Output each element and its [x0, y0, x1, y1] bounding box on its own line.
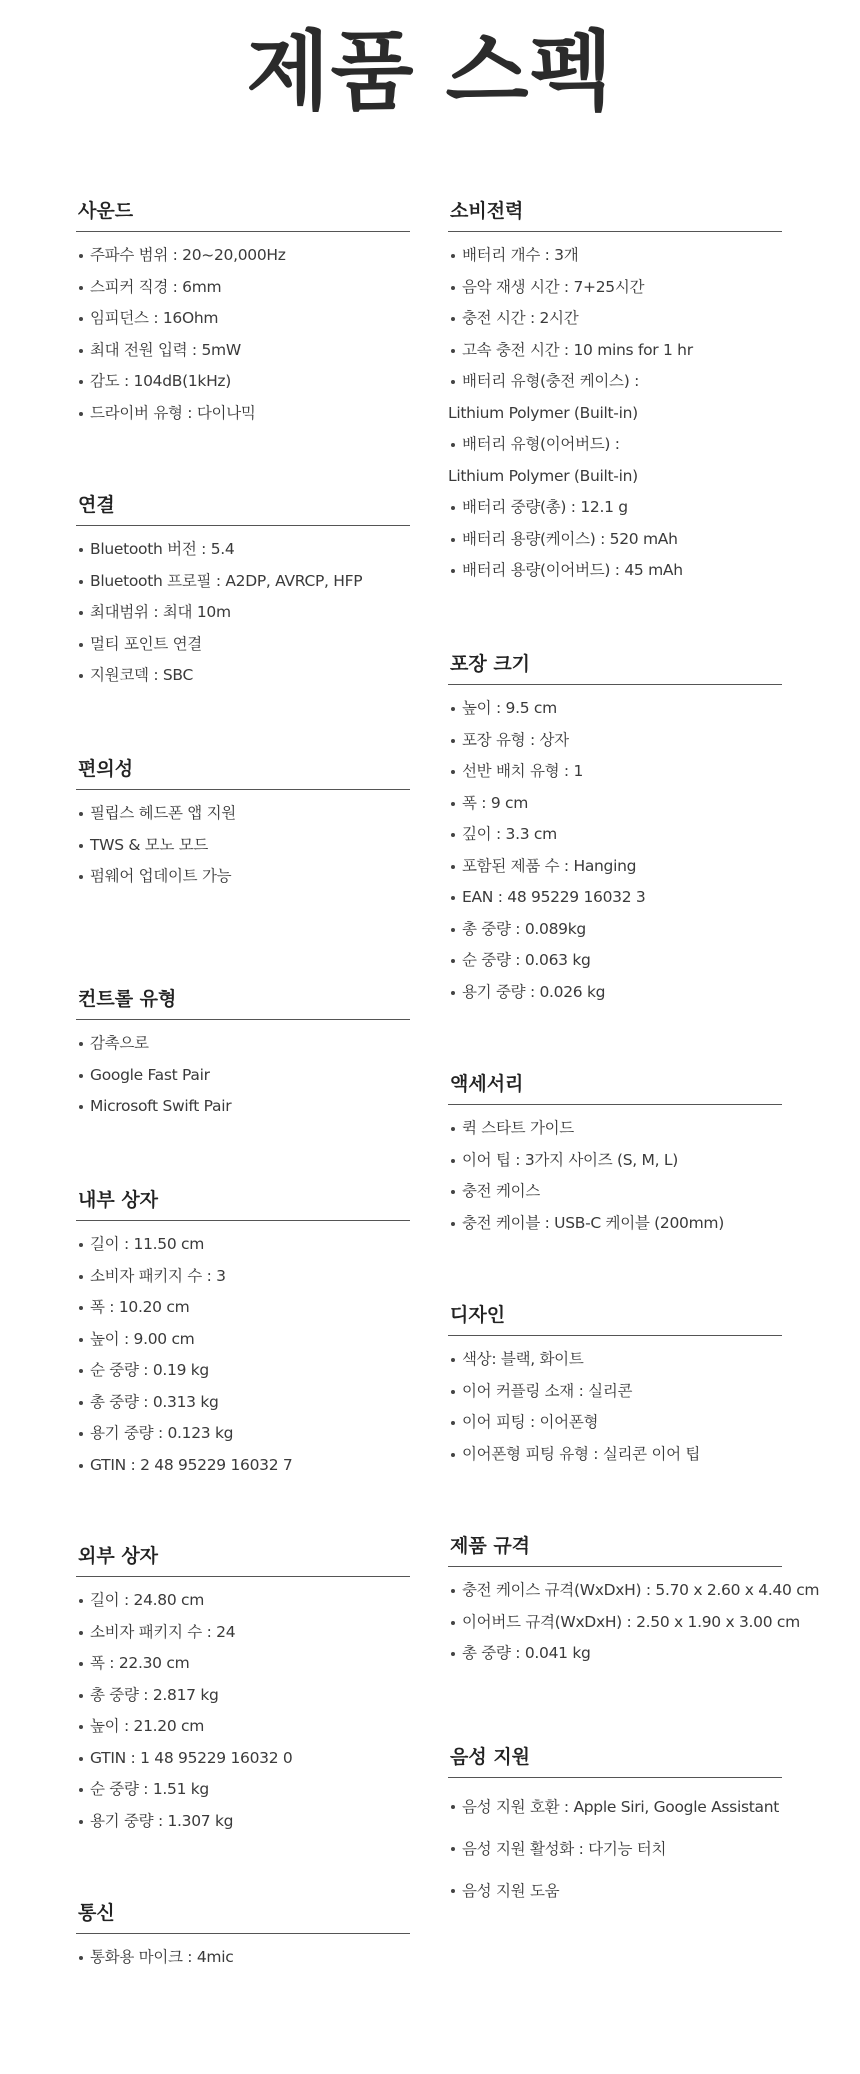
section-heading: 액세서리: [450, 1073, 524, 1095]
spec-list: [448, 1575, 820, 1670]
spec-item: 스피커 직경 : 6mm: [76, 272, 410, 304]
page-title: 제품 스펙: [246, 22, 614, 122]
spec-item: 순 중량 : 1.51 kg: [76, 1774, 410, 1806]
spec-item: 임피던스 : 16Ohm: [76, 303, 410, 335]
spec-item: 감도 : 104dB(1kHz): [76, 366, 410, 398]
section-convenience: [76, 755, 410, 893]
spec-item: Microsoft Swift Pair: [76, 1091, 410, 1123]
section-voice-assistant: [448, 1743, 782, 1912]
spec-list: [448, 1786, 782, 1912]
section-divider: [76, 1576, 410, 1577]
spec-item: 이어 커플링 소재 : 실리콘: [448, 1376, 782, 1408]
spec-item: 최대범위 : 최대 10m: [76, 597, 410, 629]
section-package-size: [448, 650, 782, 1008]
section-heading: 제품 규격: [450, 1535, 531, 1557]
spec-item: 순 중량 : 0.063 kg: [448, 945, 782, 977]
spec-item: 퀵 스타트 가이드: [448, 1113, 782, 1145]
section-heading: 소비전력: [450, 200, 524, 222]
spec-list: [76, 1028, 410, 1123]
section-divider: [448, 231, 782, 232]
spec-item: 배터리 유형(충전 케이스) :: [448, 366, 782, 398]
section-heading: 연결: [78, 494, 115, 516]
spec-item: 배터리 개수 : 3개: [448, 240, 782, 272]
spec-item: 길이 : 24.80 cm: [76, 1585, 410, 1617]
section-outer-box: [76, 1542, 410, 1837]
section-divider: [448, 1777, 782, 1778]
section-heading: 사운드: [78, 200, 134, 222]
spec-item: 최대 전원 입력 : 5mW: [76, 335, 410, 367]
spec-item: 깊이 : 3.3 cm: [448, 819, 782, 851]
spec-item: 총 중량 : 0.089kg: [448, 914, 782, 946]
section-heading: 외부 상자: [78, 1545, 159, 1567]
spec-list: [76, 534, 410, 692]
spec-item: 고속 충전 시간 : 10 mins for 1 hr: [448, 335, 782, 367]
spec-item: 충전 시간 : 2시간: [448, 303, 782, 335]
spec-item: 선반 배치 유형 : 1: [448, 756, 782, 788]
spec-item: 주파수 범위 : 20~20,000Hz: [76, 240, 410, 272]
spec-item: 이어 팁 : 3가지 사이즈 (S, M, L): [448, 1145, 782, 1177]
spec-list: [76, 1229, 410, 1481]
section-divider: [76, 231, 410, 232]
section-accessories: [448, 1070, 782, 1239]
spec-item: 멀티 포인트 연결: [76, 629, 410, 661]
section-connection: [76, 491, 410, 692]
spec-item: 음성 지원 호환 : Apple Siri, Google Assistant: [448, 1786, 782, 1828]
spec-list: [448, 693, 782, 1008]
spec-item: 색상: 블랙, 화이트: [448, 1344, 782, 1376]
spec-item: 용기 중량 : 1.307 kg: [76, 1806, 410, 1838]
spec-item: 순 중량 : 0.19 kg: [76, 1355, 410, 1387]
spec-list: [76, 1585, 410, 1837]
section-product-dimensions: [448, 1532, 820, 1670]
spec-item: 필립스 헤드폰 앱 지원: [76, 798, 410, 830]
section-heading: 포장 크기: [450, 653, 531, 675]
spec-item: EAN : 48 95229 16032 3: [448, 882, 782, 914]
spec-item: 충전 케이스 규격(WxDxH) : 5.70 x 2.60 x 4.40 cm: [448, 1575, 782, 1607]
spec-item: TWS & 모노 모드: [76, 830, 410, 862]
spec-item: Google Fast Pair: [76, 1060, 410, 1092]
section-design: [448, 1301, 782, 1470]
spec-item: 음성 지원 도움: [448, 1870, 782, 1912]
section-heading: 컨트롤 유형: [78, 988, 177, 1010]
spec-item: 배터리 중량(총) : 12.1 g: [448, 492, 782, 524]
spec-item-continuation: Lithium Polymer (Built-in): [448, 403, 638, 422]
spec-item: 음성 지원 활성화 : 다기능 터치: [448, 1828, 782, 1870]
spec-item: 감촉으로: [76, 1028, 410, 1060]
spec-item: 배터리 용량(이어버드) : 45 mAh: [448, 555, 782, 587]
spec-item: 음악 재생 시간 : 7+25시간: [448, 272, 782, 304]
spec-item: Bluetooth 버전 : 5.4: [76, 534, 410, 566]
spec-item: 충전 케이블 : USB-C 케이블 (200mm): [448, 1208, 782, 1240]
spec-item: 포장 유형 : 상자: [448, 725, 782, 757]
section-inner-box: [76, 1186, 410, 1481]
section-communication: [76, 1899, 410, 1974]
spec-item: 폭 : 22.30 cm: [76, 1648, 410, 1680]
spec-item: 배터리 유형(이어버드) :: [448, 429, 782, 461]
section-divider: [76, 1933, 410, 1934]
section-divider: [448, 684, 782, 685]
spec-item: GTIN : 1 48 95229 16032 0: [76, 1743, 410, 1775]
spec-item: 높이 : 9.5 cm: [448, 693, 782, 725]
section-divider: [76, 1220, 410, 1221]
spec-list: [76, 798, 410, 893]
spec-item: GTIN : 2 48 95229 16032 7: [76, 1450, 410, 1482]
spec-list: [448, 240, 782, 587]
section-divider: [448, 1566, 782, 1567]
spec-list: [76, 240, 410, 429]
section-divider: [76, 1019, 410, 1020]
section-control-type: [76, 985, 410, 1123]
spec-item: 높이 : 9.00 cm: [76, 1324, 410, 1356]
spec-item: 폭 : 9 cm: [448, 788, 782, 820]
section-heading: 음성 지원: [450, 1746, 531, 1768]
spec-item: Bluetooth 프로필 : A2DP, AVRCP, HFP: [76, 566, 410, 598]
spec-item: 통화용 마이크 : 4mic: [76, 1942, 410, 1974]
spec-item: 이어버드 규격(WxDxH) : 2.50 x 1.90 x 3.00 cm: [448, 1607, 782, 1639]
spec-item: 충전 케이스: [448, 1176, 782, 1208]
spec-item: 폭 : 10.20 cm: [76, 1292, 410, 1324]
section-power: [448, 197, 782, 587]
spec-item: 지원코덱 : SBC: [76, 660, 410, 692]
spec-item-continuation: Lithium Polymer (Built-in): [448, 466, 638, 485]
spec-list: [448, 1113, 782, 1239]
spec-item: 용기 중량 : 0.123 kg: [76, 1418, 410, 1450]
spec-item: 배터리 용량(케이스) : 520 mAh: [448, 524, 782, 556]
spec-item: 총 중량 : 2.817 kg: [76, 1680, 410, 1712]
spec-item: 소비자 패키지 수 : 24: [76, 1617, 410, 1649]
section-heading: 통신: [78, 1902, 115, 1924]
spec-list: [448, 1344, 782, 1470]
section-divider: [76, 789, 410, 790]
spec-list: [76, 1942, 410, 1974]
spec-item: 총 중량 : 0.041 kg: [448, 1638, 782, 1670]
spec-item: 이어 피팅 : 이어폰형: [448, 1407, 782, 1439]
spec-item: 길이 : 11.50 cm: [76, 1229, 410, 1261]
spec-item: 총 중량 : 0.313 kg: [76, 1387, 410, 1419]
section-divider: [448, 1104, 782, 1105]
spec-item: 용기 중량 : 0.026 kg: [448, 977, 782, 1009]
section-divider: [76, 525, 410, 526]
spec-item: 포함된 제품 수 : Hanging: [448, 851, 782, 883]
section-divider: [448, 1335, 782, 1336]
spec-item: 이어폰형 피팅 유형 : 실리콘 이어 팁: [448, 1439, 782, 1471]
spec-item: 드라이버 유형 : 다이나믹: [76, 398, 410, 430]
section-heading: 내부 상자: [78, 1189, 159, 1211]
section-heading: 디자인: [450, 1304, 506, 1326]
section-sound: [76, 197, 410, 429]
spec-item: 높이 : 21.20 cm: [76, 1711, 410, 1743]
spec-item: 펌웨어 업데이트 가능: [76, 861, 410, 893]
spec-item: 소비자 패키지 수 : 3: [76, 1261, 410, 1293]
section-heading: 편의성: [78, 758, 134, 780]
